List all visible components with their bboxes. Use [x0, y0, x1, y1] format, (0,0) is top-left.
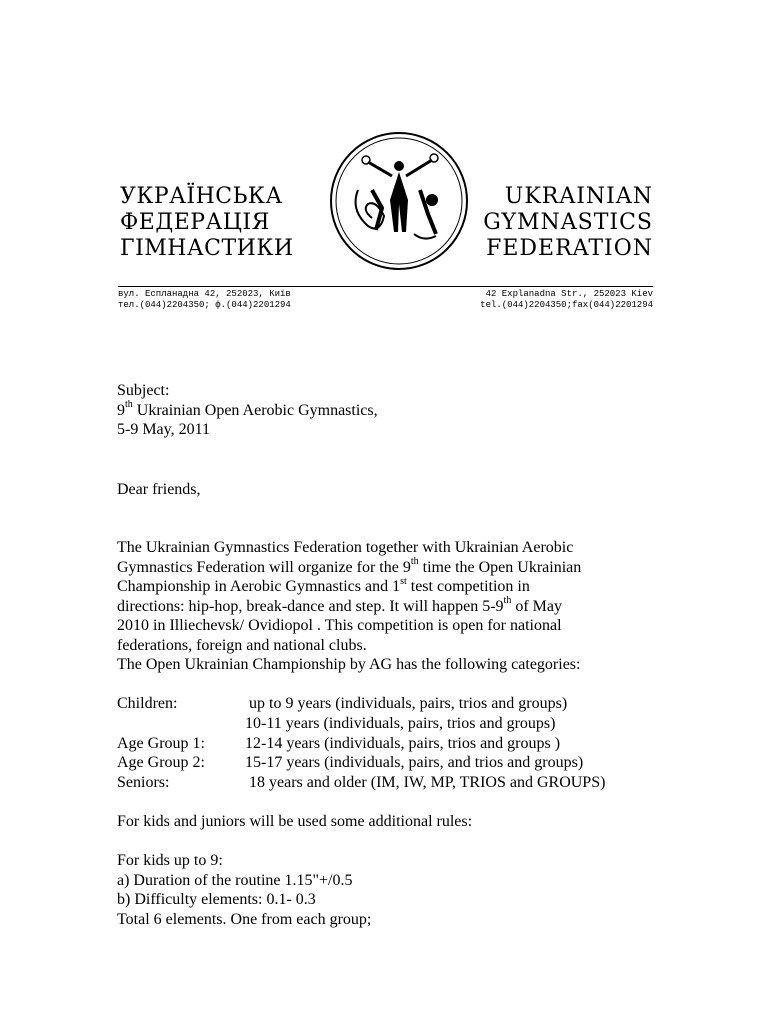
- edition-suffix: th: [125, 399, 133, 411]
- category-desc: 18 years and older (IM, IW, MP, TRIOS and GROUPS): [245, 774, 606, 791]
- body-line-2-a: Gymnastics Federation will organize for the 9: [117, 558, 411, 576]
- category-desc: 10-11 years (individuals, pairs, trios and groups): [245, 715, 556, 732]
- kids-rule-b: b) Difficulty elements: 0.1- 0.3: [117, 891, 316, 908]
- en-line-2: GYMNASTICS: [483, 210, 653, 235]
- body-line-4-a: directions: hip-hop, break-dance and step. It will happen 5-9: [117, 597, 504, 615]
- body-line-6: federations, foreign and national clubs.: [117, 636, 367, 654]
- en-line-1: UKRAINIAN: [504, 184, 653, 209]
- subject-title: [117, 401, 378, 421]
- category-row: [117, 773, 605, 793]
- en-address-line-1: 42 Explanadna Str., 252023 Kiev: [485, 289, 653, 299]
- category-label: Children:: [117, 695, 178, 712]
- body-line-3-sup: st: [400, 575, 407, 587]
- en-address-line-2: tel.(044)2204350;fax(044)2201294: [480, 300, 653, 310]
- body-line-4-b: of May: [511, 597, 562, 615]
- subject-label: Subject:: [117, 382, 170, 399]
- kids-heading: For kids up to 9:: [117, 852, 223, 869]
- body-paragraph: [117, 538, 581, 675]
- ua-address-line-2: тел.(044)2204350; ф.(044)2201294: [118, 300, 291, 310]
- category-row: [117, 753, 583, 773]
- en-federation-name: [483, 184, 653, 262]
- en-line-3: FEDERATION: [486, 236, 653, 261]
- body-line-3-b: test competition in: [406, 578, 530, 595]
- edition-number: 9: [117, 401, 125, 419]
- category-row: [117, 714, 555, 734]
- category-label: Seniors:: [117, 774, 170, 791]
- body-line-4: [117, 597, 581, 617]
- body-line-3-a: Championship in Aerobic Gymnastics and 1: [117, 578, 401, 595]
- ua-address-line-1: вул. Еспланадна 42, 252023, Київ: [118, 289, 291, 299]
- body-line-2: [117, 558, 581, 578]
- rules-intro: For kids and juniors will be used some additional rules:: [117, 813, 473, 830]
- kids-total: Total 6 elements. One from each group;: [117, 910, 372, 928]
- kids-rules: [117, 851, 371, 929]
- category-desc: up to 9 years (individuals, pairs, trios and groups): [245, 695, 568, 712]
- federation-emblem-logo: [328, 130, 470, 272]
- subject-block: [117, 381, 378, 440]
- letterhead-divider: [118, 286, 653, 287]
- kids-rule-a: a) Duration of the routine 1.15"+/0.5: [117, 871, 353, 889]
- category-row: [117, 694, 567, 714]
- greeting: Dear friends,: [117, 481, 201, 498]
- category-label: Age Group 2:: [117, 754, 205, 771]
- body-line-1: The Ukrainian Gymnastics Federation together with Ukrainian Aerobic: [117, 539, 574, 556]
- category-desc: 12-14 years (individuals, pairs, trios and groups ): [245, 735, 561, 752]
- ua-line-2: ФЕДЕРАЦІЯ: [120, 210, 270, 235]
- body-line-3: [117, 577, 581, 597]
- category-row: [117, 734, 560, 754]
- body-line-2-b: time the Open Ukrainian: [418, 558, 582, 576]
- category-label: Age Group 1:: [117, 735, 205, 752]
- en-address: [480, 289, 653, 311]
- body-line-7: The Open Ukrainian Championship by AG has the following categories:: [117, 656, 581, 673]
- body-line-5: 2010 in Illiechevsk/ Ovidiopol . This competition is open for national: [117, 617, 562, 634]
- subject-title-text: Ukrainian Open Aerobic Gymnastics,: [132, 401, 378, 419]
- ua-line-1: УКРАЇНСЬКА: [120, 184, 283, 209]
- subject-dates: 5-9 May, 2011: [117, 421, 211, 438]
- category-desc: 15-17 years (individuals, pairs, and trios and groups): [245, 754, 584, 771]
- body-line-2-sup: th: [410, 556, 419, 568]
- ua-address: [118, 289, 291, 311]
- body-line-4-sup: th: [503, 595, 512, 607]
- ua-federation-name: [120, 184, 294, 262]
- ua-line-3: ГІМНАСТИКИ: [120, 236, 294, 261]
